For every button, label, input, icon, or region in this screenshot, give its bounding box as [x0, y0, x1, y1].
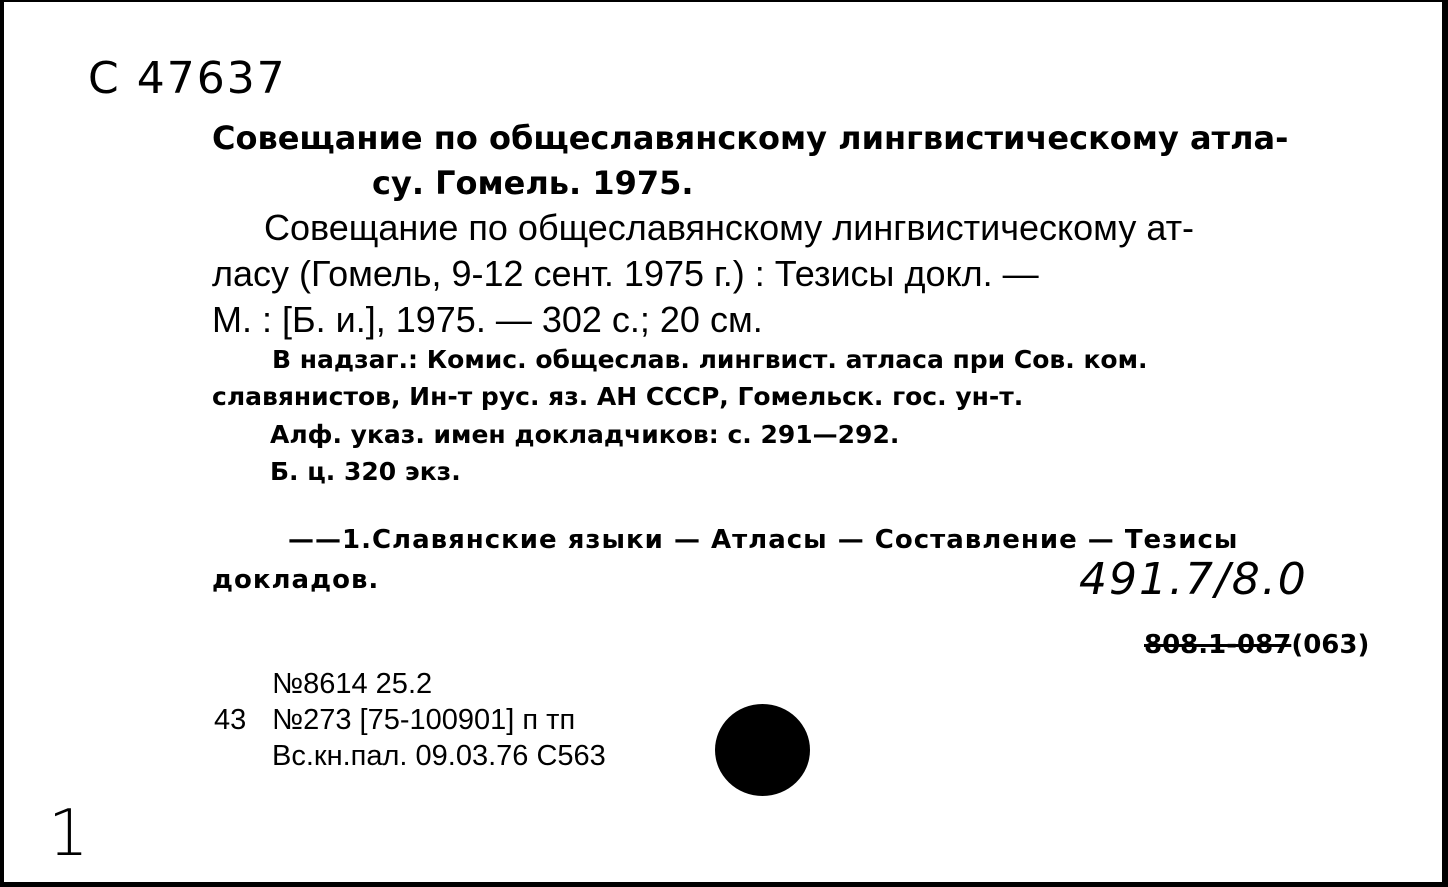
classification-line — [1144, 632, 1369, 658]
description-line-1: Совещание по общеславянскому лингвистическому ат- — [264, 207, 1195, 248]
heading-line-2: су. Гомель. 1975. — [372, 164, 694, 202]
registry-prefix: 43 — [214, 704, 247, 736]
notes-line-1: В надзаг.: Комис. общеслав. лингвист. атласа при Сов. ком. — [272, 345, 1148, 374]
registry-line-1: №8614 25.2 — [272, 668, 433, 700]
handwritten-classification: 491.7/8.0 — [1079, 554, 1308, 605]
notes-line-2: славянистов, Ин-т рус. яз. АН СССР, Гомельск. гос. ун-т. — [212, 382, 1024, 411]
struck-classification: 808.1-087 — [1144, 630, 1292, 660]
call-number: С 47637 — [88, 53, 287, 104]
heading-line-1: Совещание по общеславянскому лингвистическому атла- — [212, 119, 1289, 157]
subject-line-2: докладов. — [212, 565, 380, 595]
ink-blot — [715, 704, 810, 796]
corner-mark: 1 — [48, 797, 89, 871]
notes-line-4: Б. ц. 320 экз. — [270, 457, 461, 486]
catalog-card — [4, 2, 1442, 882]
description-line-3: М. : [Б. и.], 1975. — 302 с.; 20 см. — [212, 299, 763, 340]
registry-line-3: Вс.кн.пал. 09.03.76 С563 — [272, 740, 606, 772]
description-line-2: ласу (Гомель, 9-12 сент. 1975 г.) : Тезисы докл. — — [212, 253, 1039, 294]
subject-line-1: ——1.Славянские языки — Атласы — Составление — Тезисы — [288, 525, 1239, 555]
registry-line-2: №273 [75-100901] п тп — [272, 704, 576, 736]
classification-suffix: (063) — [1291, 630, 1370, 660]
notes-line-3: Алф. указ. имен докладчиков: с. 291—292. — [270, 420, 900, 449]
